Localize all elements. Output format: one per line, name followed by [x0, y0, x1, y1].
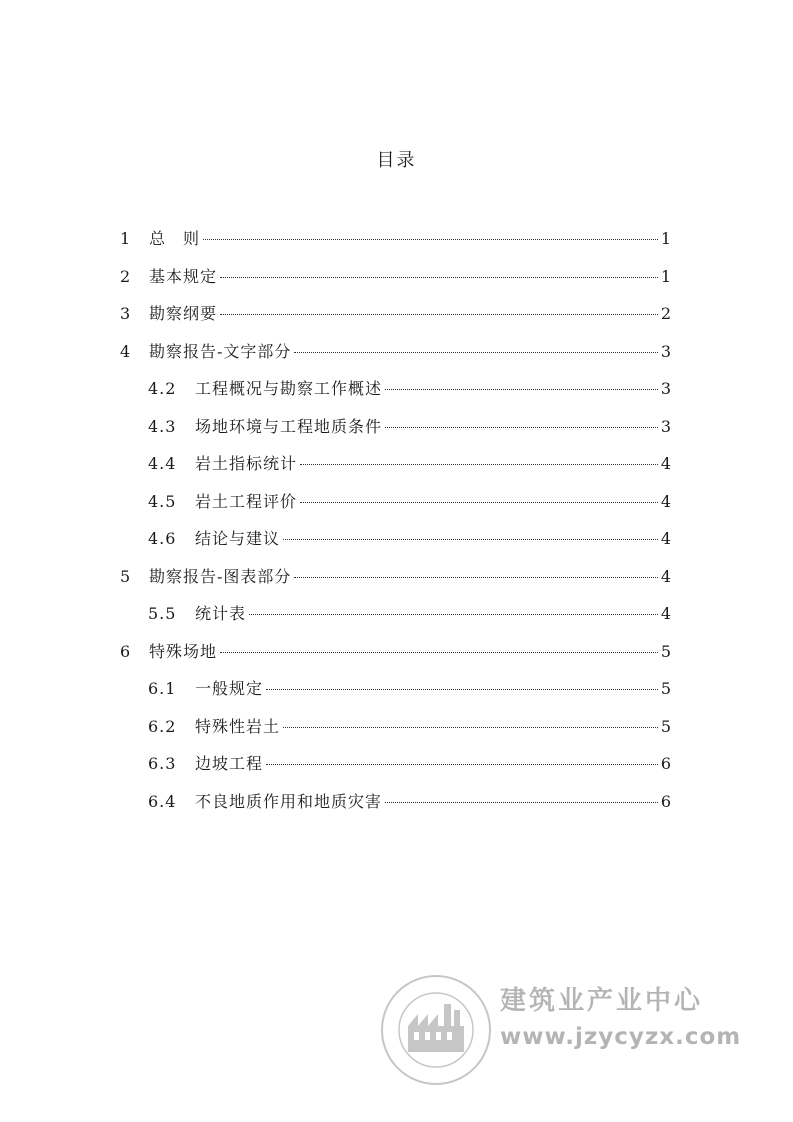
toc-page-number: 4	[660, 604, 672, 623]
toc-page-number: 3	[660, 341, 672, 361]
toc-number: 6.4	[148, 791, 177, 811]
watermark-name: 建筑业产业中心	[500, 986, 704, 1016]
toc-page-number: 2	[660, 304, 672, 323]
toc-page-number: 3	[660, 416, 672, 436]
toc-leader-dots	[203, 239, 658, 240]
toc-page-number: 6	[660, 791, 672, 811]
toc-leader-dots	[300, 464, 658, 465]
toc-label: 勘察报告-图表部分	[149, 566, 292, 586]
toc-page-number: 5	[660, 641, 672, 661]
toc-number: 4	[120, 341, 132, 361]
toc-label: 边坡工程	[195, 754, 264, 773]
watermark-url: www.jzycyzx.com	[500, 1024, 742, 1050]
toc-label: 勘察报告-文字部分	[149, 341, 292, 361]
toc-label: 结论与建议	[195, 529, 281, 548]
toc-page-number: 6	[660, 754, 672, 773]
toc-page-number: 4	[660, 566, 672, 586]
toc-label: 不良地质作用和地质灾害	[195, 791, 383, 811]
toc-leader-dots	[249, 614, 658, 615]
toc-leader-dots	[283, 727, 658, 728]
toc-label: 场地环境与工程地质条件	[195, 416, 383, 436]
toc-leader-dots	[385, 389, 658, 390]
toc-label: 特殊性岩土	[195, 716, 281, 736]
toc-number: 5	[120, 566, 132, 586]
toc-number: 6	[120, 641, 132, 661]
watermark	[378, 972, 742, 1092]
toc-page-number: 4	[660, 529, 672, 548]
toc-number: 4.3	[148, 416, 177, 436]
toc-entry[interactable]	[120, 451, 672, 489]
toc-leader-dots	[385, 802, 658, 803]
toc-leader-dots	[294, 352, 657, 353]
toc-entry[interactable]	[120, 676, 672, 714]
toc-entry[interactable]	[120, 601, 672, 639]
toc-leader-dots	[283, 539, 658, 540]
toc-label: 岩土指标统计	[195, 454, 298, 473]
toc-leader-dots	[220, 277, 658, 278]
toc-entry[interactable]	[120, 301, 672, 339]
toc-number: 6.3	[148, 754, 177, 773]
toc-page-number: 5	[660, 679, 672, 698]
toc-entry[interactable]	[120, 339, 672, 377]
toc-page-number: 4	[660, 454, 672, 473]
toc-entry[interactable]	[120, 489, 672, 527]
toc-label: 岩土工程评价	[195, 491, 298, 511]
page-title: 目录	[376, 150, 417, 171]
toc-number: 6.1	[148, 679, 177, 698]
toc-entry[interactable]	[120, 376, 672, 414]
toc-label: 总 则	[149, 229, 201, 248]
toc-label: 特殊场地	[149, 641, 218, 661]
toc-entry[interactable]	[120, 226, 672, 264]
toc-leader-dots	[294, 577, 657, 578]
toc-entry[interactable]	[120, 789, 672, 827]
toc-label: 基本规定	[149, 266, 218, 286]
toc-entry[interactable]	[120, 564, 672, 602]
toc-number: 6.2	[148, 716, 177, 736]
toc-entry[interactable]	[120, 751, 672, 789]
toc-label: 工程概况与勘察工作概述	[195, 379, 383, 398]
toc-page-number: 1	[660, 266, 672, 286]
toc-number: 3	[120, 304, 132, 323]
toc-label: 勘察纲要	[149, 304, 218, 323]
toc-leader-dots	[220, 652, 658, 653]
toc-leader-dots	[220, 314, 658, 315]
toc-number: 4.4	[148, 454, 177, 473]
toc-number: 4.5	[148, 491, 177, 511]
toc-leader-dots	[300, 502, 658, 503]
toc-label: 统计表	[195, 604, 247, 623]
toc-number: 1	[120, 229, 132, 248]
toc-page-number: 3	[660, 379, 672, 398]
toc-entry[interactable]	[120, 414, 672, 452]
factory-seal-icon	[378, 972, 498, 1092]
toc-entry[interactable]	[120, 264, 672, 302]
toc-number: 4.2	[148, 379, 177, 398]
toc-entry[interactable]	[120, 714, 672, 752]
toc-page-number: 5	[660, 716, 672, 736]
toc-leader-dots	[385, 427, 658, 428]
toc-label: 一般规定	[195, 679, 264, 698]
toc-number: 2	[120, 266, 132, 286]
toc-leader-dots	[266, 689, 658, 690]
table-of-contents	[120, 226, 672, 826]
toc-number: 5.5	[148, 604, 177, 623]
toc-number: 4.6	[148, 529, 177, 548]
toc-entry[interactable]	[120, 639, 672, 677]
toc-leader-dots	[266, 764, 658, 765]
toc-entry[interactable]	[120, 526, 672, 564]
toc-page-number: 1	[660, 229, 672, 248]
toc-page-number: 4	[660, 491, 672, 511]
